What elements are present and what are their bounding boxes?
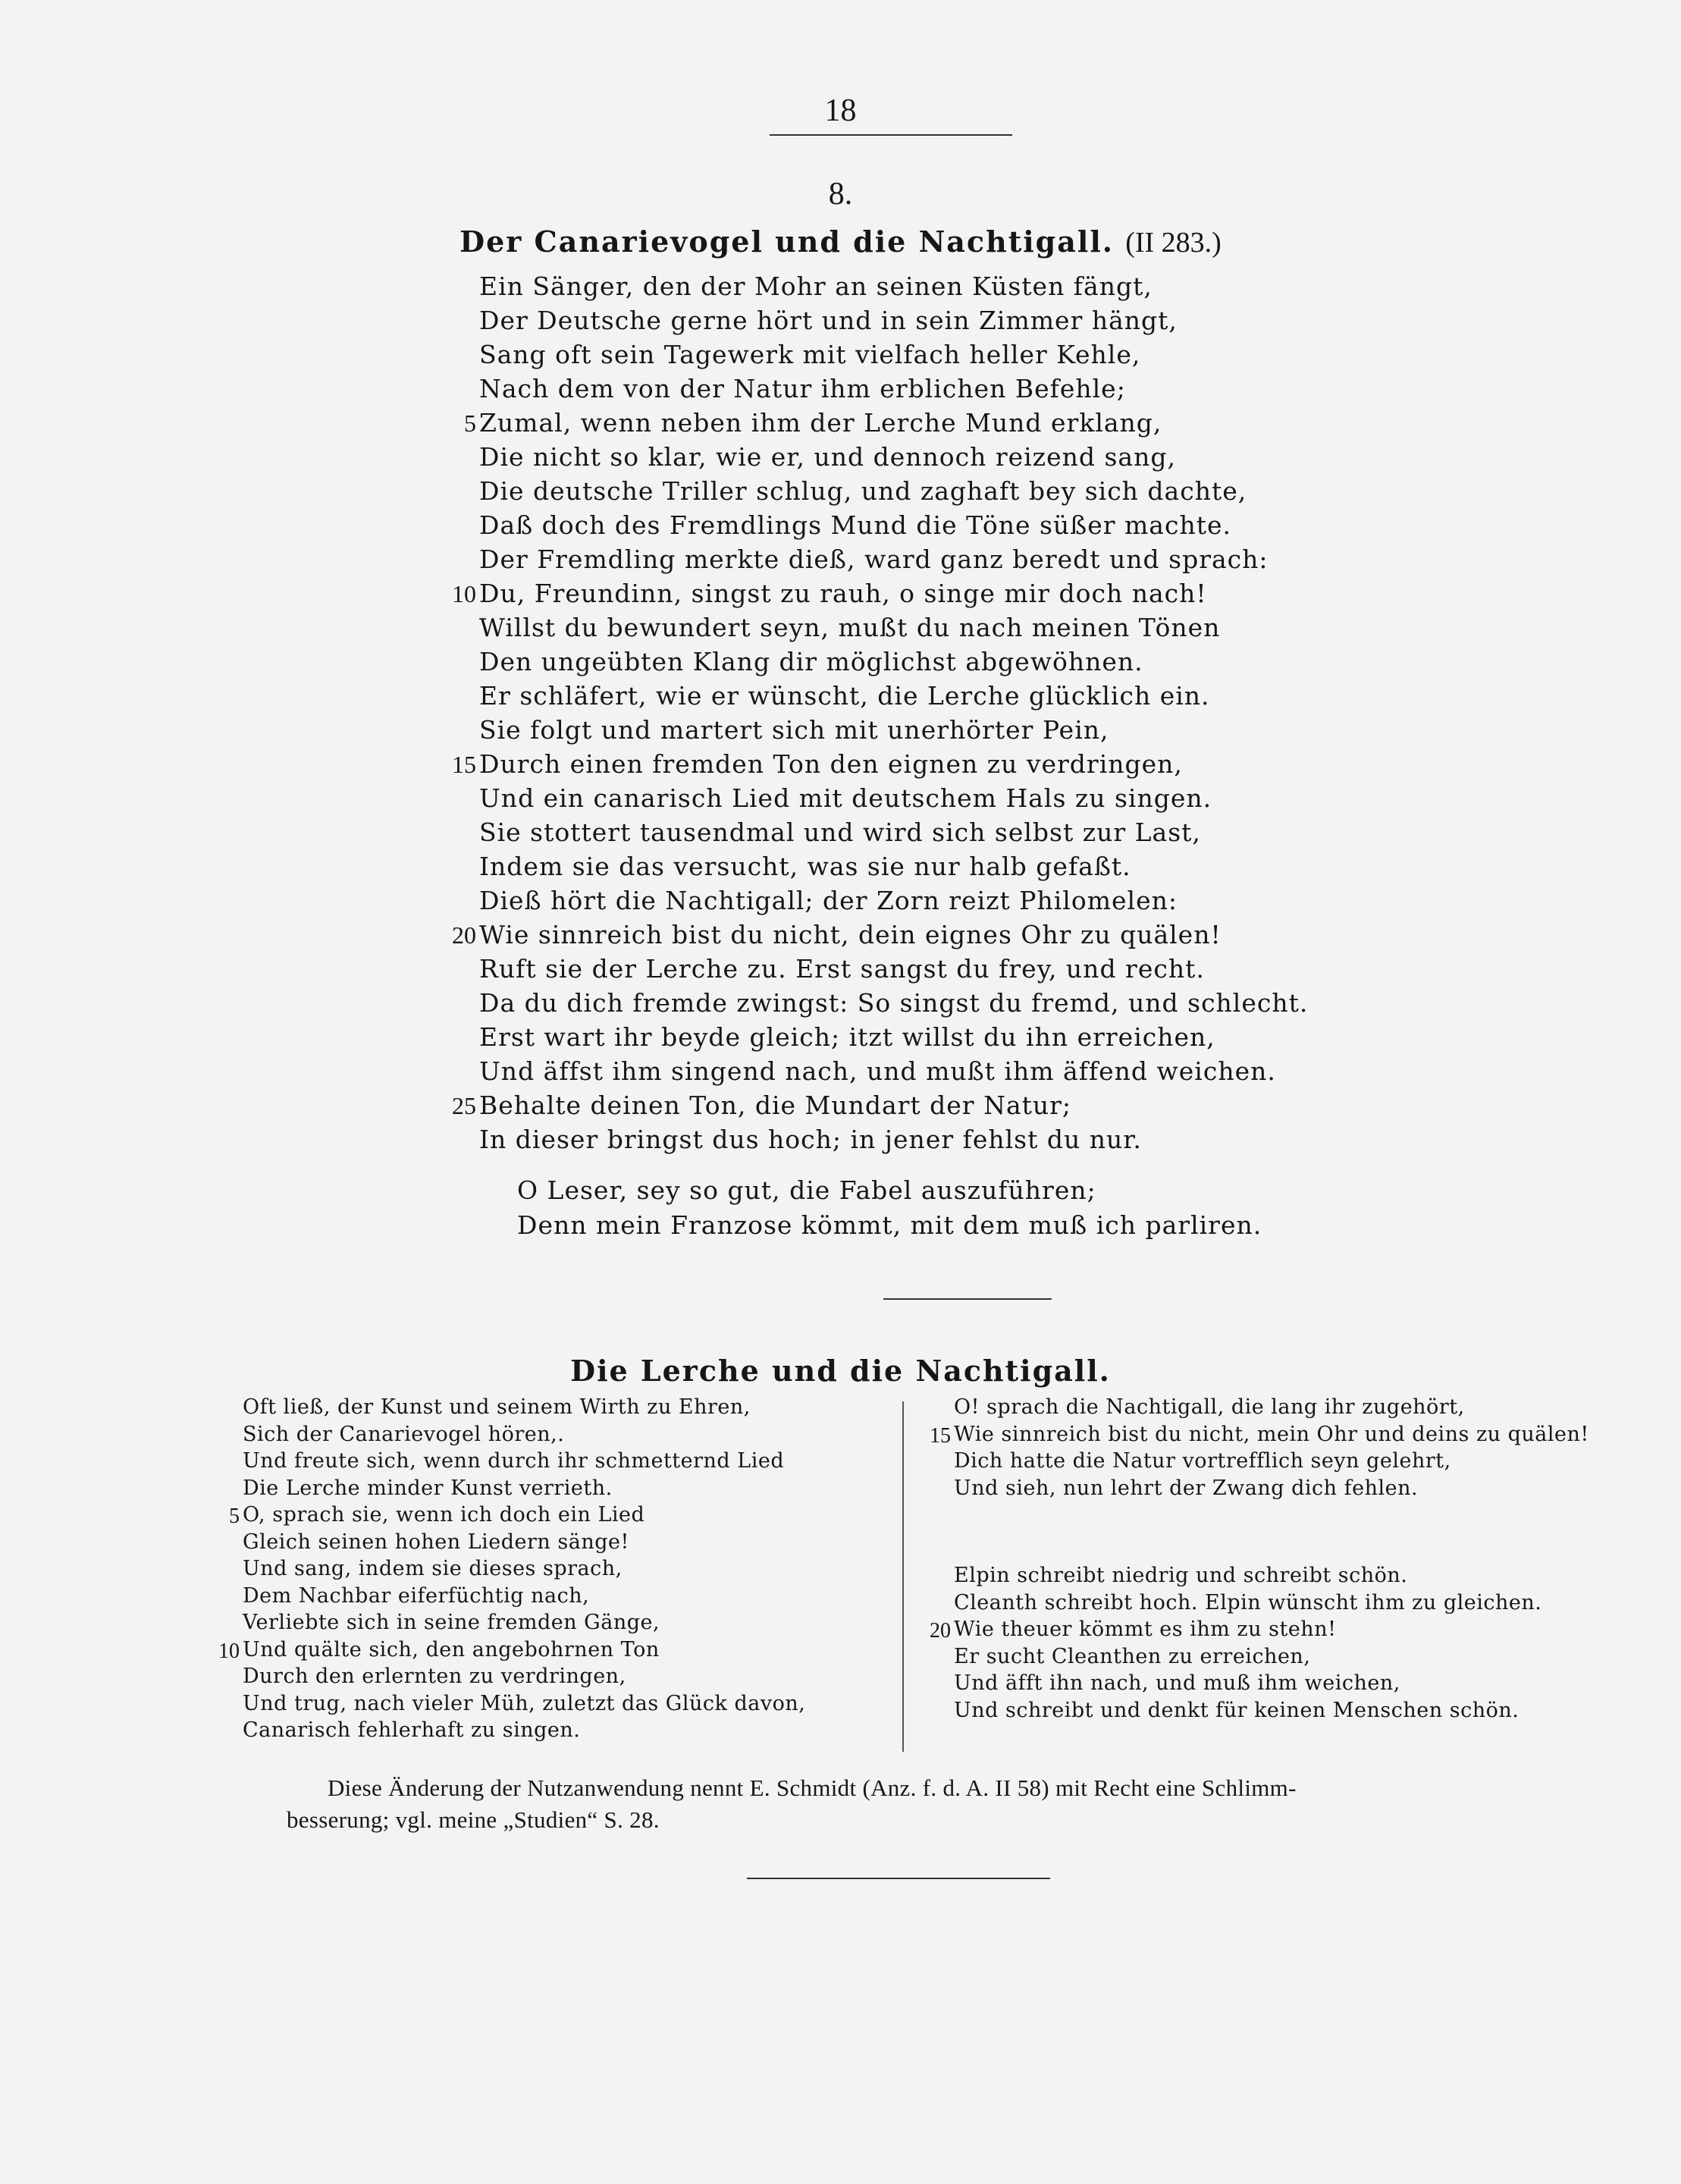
verse-line: Zumal, wenn neben ihm der Lerche Mund erklang,: [479, 408, 1162, 438]
verse-line: O! sprach die Nachtigall, die lang ihr zugehört,: [954, 1395, 1465, 1419]
footnote-line-2: besserung; vgl. meine „Studien“ S. 28.: [287, 1806, 660, 1833]
verse-line: Der Fremdling merkte dieß, ward ganz beredt und sprach:: [479, 544, 1269, 574]
header-rule: [770, 134, 1012, 136]
line-number: 15: [452, 751, 476, 778]
poem-title: [0, 224, 1681, 259]
verse-line: Dich hatte die Natur vortrefflich seyn gelehrt,: [954, 1449, 1451, 1473]
line-number: 10: [452, 580, 476, 607]
line-number: 20: [452, 921, 476, 949]
section-divider: [883, 1298, 1052, 1300]
verse-line: Du, Freundinn, singst zu rauh, o singe mir doch nach!: [479, 579, 1207, 608]
verse-line: Er schläfert, wie er wünscht, die Lerche glücklich ein.: [479, 681, 1210, 711]
footer-rule: [747, 1878, 1050, 1879]
verse-line: Verliebte sich in seine fremden Gänge,: [243, 1611, 660, 1634]
verse-line: Sie folgt und martert sich mit unerhörter Pein,: [479, 715, 1109, 745]
poem-reference: (II 283.): [1125, 227, 1222, 259]
column-divider: [902, 1401, 904, 1752]
verse-line: Den ungeübten Klang dir möglichst abgewöhnen.: [479, 647, 1143, 676]
verse-line: Und trug, nach vieler Müh, zuletzt das Glück davon,: [243, 1691, 806, 1715]
verse-line: Sie stottert tausendmal und wird sich selbst zur Last,: [479, 817, 1201, 847]
verse-line: Da du dich fremde zwingst: So singst du fremd, und schlecht.: [479, 988, 1309, 1018]
verse-line: Die nicht so klar, wie er, und dennoch reizend sang,: [479, 442, 1176, 472]
verse-line: Canarisch fehlerhaft zu singen.: [243, 1718, 581, 1742]
poem-number: 8.: [828, 177, 853, 212]
verse-line: Ruft sie der Lerche zu. Erst sangst du frey, und recht.: [479, 954, 1205, 984]
verse-line: Gleich seinen hohen Liedern sänge!: [243, 1530, 629, 1554]
verse-line: Und ein canarisch Lied mit deutschem Hals zu singen.: [479, 783, 1212, 813]
verse-line: Sich der Canarievogel hören,.: [243, 1422, 565, 1446]
verse-line: Die deutsche Triller schlug, und zaghaft bey sich dachte,: [479, 476, 1247, 506]
verse-line: Cleanth schreibt hoch. Elpin wünscht ihm zu gleichen.: [954, 1590, 1542, 1614]
verse-line: Und freute sich, wenn durch ihr schmetternd Lied: [243, 1449, 785, 1473]
verse-line: Wie sinnreich bist du nicht, mein Ohr und deins zu quälen!: [954, 1422, 1589, 1446]
verse-line: Willst du bewundert seyn, mußt du nach meinen Tönen: [479, 613, 1221, 642]
verse-line: Und schreibt und denkt für keinen Menschen schön.: [954, 1698, 1519, 1722]
coda-line: O Leser, sey so gut, die Fabel auszuführen;: [517, 1175, 1096, 1205]
second-poem-title: Die Lerche und die Nachtigall.: [570, 1354, 1111, 1388]
verse-line: Und sang, indem sie dieses sprach,: [243, 1557, 623, 1580]
verse-line: Und äffst ihm singend nach, und mußt ihm äffend weichen.: [479, 1056, 1276, 1086]
verse-line: Ein Sänger, den der Mohr an seinen Küsten fängt,: [479, 271, 1153, 301]
page-number: 18: [824, 93, 857, 128]
verse-line: Behalte deinen Ton, die Mundart der Natur;: [479, 1090, 1072, 1120]
line-number: 5: [464, 410, 476, 437]
footnote-line-1: Diese Änderung der Nutzanwendung nennt E. Schmidt (Anz. f. d. A. II 58) mit Recht eine Schlimm-: [328, 1774, 1297, 1801]
verse-line: Durch einen fremden Ton den eignen zu verdringen,: [479, 749, 1183, 779]
line-number: 15: [930, 1423, 951, 1448]
verse-line: Wie theuer kömmt es ihm zu stehn!: [954, 1618, 1337, 1641]
coda-line: Denn mein Franzose kömmt, mit dem muß ich parliren.: [517, 1210, 1262, 1240]
line-number: 5: [229, 1505, 240, 1528]
verse-line: Die Lerche minder Kunst verrieth.: [243, 1476, 613, 1500]
verse-line: Dem Nachbar eiferfüchtig nach,: [243, 1583, 590, 1608]
verse-line: Und quälte sich, den angebohrnen Ton: [243, 1637, 660, 1662]
line-number: 10: [218, 1639, 240, 1663]
verse-line: Oft ließ, der Kunst und seinem Wirth zu Ehren,: [243, 1395, 751, 1419]
verse-line: Sang oft sein Tagewerk mit vielfach heller Kehle,: [479, 340, 1141, 369]
verse-line: Erst wart ihr beyde gleich; itzt willst du ihn erreichen,: [479, 1022, 1215, 1052]
verse-line: O, sprach sie, wenn ich doch ein Lied: [243, 1503, 645, 1527]
verse-line: Und äfft ihn nach, und muß ihm weichen,: [954, 1671, 1400, 1695]
verse-line: Und sieh, nun lehrt der Zwang dich fehlen.: [954, 1476, 1419, 1500]
verse-line: Daß doch des Fremdlings Mund die Töne süßer machte.: [479, 510, 1231, 540]
verse-line: Indem sie das versucht, was sie nur halb gefaßt.: [479, 852, 1131, 881]
verse-line: Elpin schreibt niedrig und schreibt schön.: [954, 1564, 1408, 1587]
verse-line: Durch den erlernten zu verdringen,: [243, 1665, 626, 1688]
verse-line: Dieß hört die Nachtigall; der Zorn reizt Philomelen:: [479, 886, 1178, 915]
line-number: 20: [930, 1619, 951, 1643]
verse-line: Er sucht Cleanthen zu erreichen,: [954, 1644, 1311, 1668]
line-number: 25: [452, 1092, 476, 1119]
poem-title-text: Der Canarievogel und die Nachtigall.: [459, 224, 1114, 259]
verse-line: Nach dem von der Natur ihm erblichen Befehle;: [479, 374, 1126, 403]
verse-line: Der Deutsche gerne hört und in sein Zimmer hängt,: [479, 306, 1178, 335]
verse-line: Wie sinnreich bist du nicht, dein eignes Ohr zu quälen!: [479, 920, 1222, 949]
verse-line: In dieser bringst dus hoch; in jener fehlst du nur.: [479, 1125, 1142, 1154]
